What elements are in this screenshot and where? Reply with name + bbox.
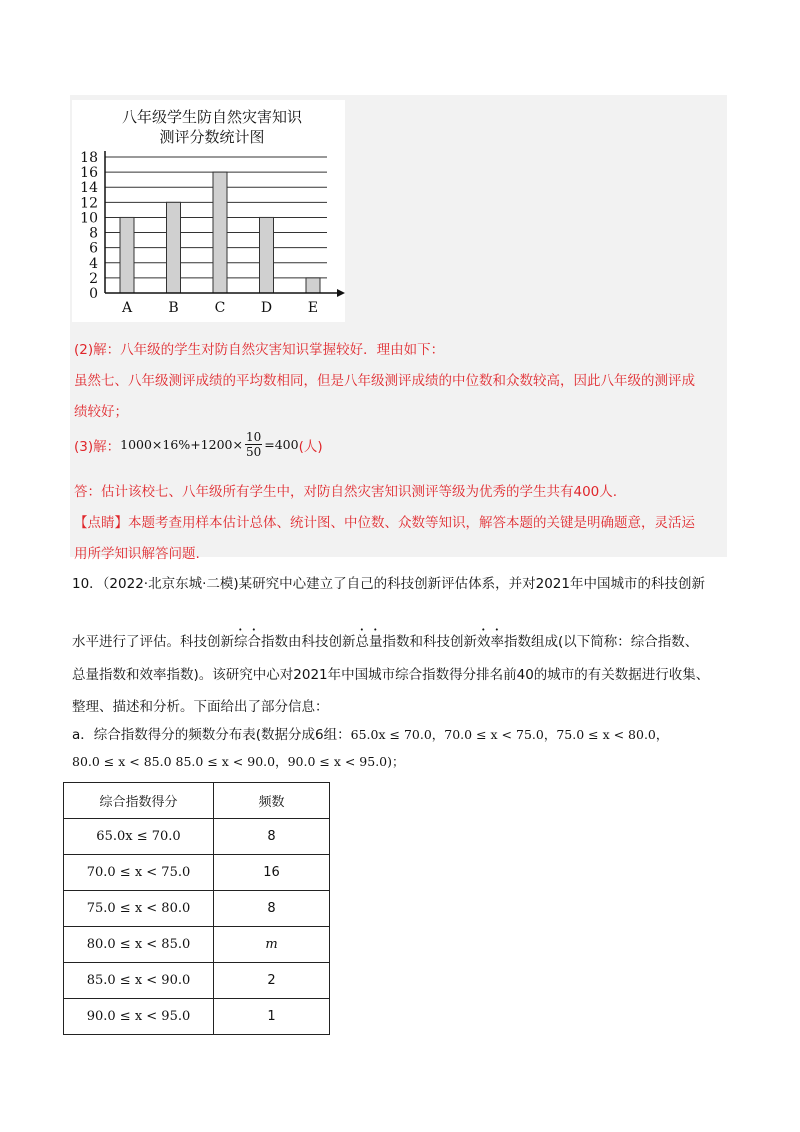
x-tick-label: A: [121, 300, 133, 316]
y-tick-label: 8: [89, 225, 98, 242]
y-tick-label: 4: [89, 255, 98, 272]
problem-line3: 总量指数和效率指数)。该研究中心对2021年中国城市综合指数得分排名前40的城市的有关数据进行收集、: [72, 667, 710, 683]
table-row: [64, 927, 330, 963]
y-tick-label: 12: [80, 195, 98, 212]
problem-line4: 整理、描述和分析。下面给出了部分信息：: [72, 699, 329, 715]
bar-chart-svg: [72, 100, 345, 322]
table-row: [64, 819, 330, 855]
problem-line2-g: 指数组成(以下简称：综合指数、: [504, 634, 699, 650]
problem-line2-f: 效率: [477, 634, 504, 650]
table-cell-frequency: 2: [214, 963, 330, 999]
solution-part2-line3: 绩较好；: [74, 404, 128, 420]
problem-line2-d: 总量: [355, 634, 383, 650]
solution-part3-expression: [120, 430, 298, 459]
table-cell-frequency: 8: [214, 819, 330, 855]
table-cell-interval: 70.0 ≤ x < 75.0: [64, 855, 214, 891]
table-cell-interval: 90.0 ≤ x < 95.0: [64, 999, 214, 1035]
x-axis-arrow: [337, 289, 345, 297]
problem-line2: [72, 626, 698, 650]
table-cell-frequency: 8: [214, 891, 330, 927]
table-row: [64, 963, 330, 999]
table-cell-frequency: 16: [214, 855, 330, 891]
problem-line2-c: 指数由科技创新: [261, 634, 356, 650]
table-cell-frequency: m: [214, 927, 330, 963]
problem-line5-label: a．综合指数得分的频数分布表(数据分成6组：: [72, 727, 351, 743]
table-row: [64, 855, 330, 891]
solution-comment-line1: 【点睛】本题考查用样本估计总体、统计图、中位数、众数等知识，解答本题的关键是明确题意，灵活运: [74, 515, 695, 531]
fraction-denominator: 50: [245, 445, 262, 459]
frequency-table: [63, 782, 330, 1035]
chart-title-line1: 八年级学生防自然灾害知识: [121, 108, 303, 126]
expression-left: 1000×16%+1200×: [120, 437, 243, 452]
table-header-frequency: 频数: [214, 783, 330, 819]
bar: [120, 217, 134, 293]
bar: [213, 172, 227, 293]
x-tick-label: E: [307, 300, 319, 316]
y-tick-label: 6: [89, 240, 98, 257]
problem-line2-a: 水平进行了评估。科技创新: [72, 634, 234, 650]
solution-answer: 答：估计该校七、八年级所有学生中，对防自然灾害知识测评等级为优秀的学生共有400人.: [74, 484, 618, 500]
solution-comment-line2: 用所学知识解答问题.: [74, 546, 200, 562]
problem-line1: 10．（2022·北京东城·二模)某研究中心建立了自己的科技创新评估体系，并对2021年中国城市的科技创新: [72, 576, 705, 592]
y-tick-label: 2: [89, 270, 98, 287]
problem-line2-e: 指数和科技创新: [382, 634, 477, 650]
table-row: [64, 891, 330, 927]
solution-part2-line2: 虽然七、八年级测评成绩的平均数相同，但是八年级测评成绩的中位数和众数较高，因此八年级的测评成: [74, 373, 695, 389]
bar: [306, 278, 320, 293]
table-cell-interval: 65.0x ≤ 70.0: [64, 819, 214, 855]
problem-line2-b: 综合: [234, 634, 261, 650]
problem-line5: [72, 723, 668, 743]
table-cell-interval: 85.0 ≤ x < 90.0: [64, 963, 214, 999]
table-header-row: [64, 783, 330, 819]
y-tick-label: 18: [80, 150, 98, 166]
problem-line6: 80.0 ≤ x < 85.0 85.0 ≤ x < 90.0，90.0 ≤ x < 95.0)；: [72, 754, 405, 769]
table-cell-interval: 75.0 ≤ x < 80.0: [64, 891, 214, 927]
chart-title-line2: 测评分数统计图: [159, 128, 265, 146]
solution-part3-unit: (人): [298, 438, 323, 455]
y-tick-label: 14: [80, 180, 98, 197]
y-tick-label: 16: [80, 165, 98, 182]
problem-line5-intervals: 65.0x ≤ 70.0，70.0 ≤ x < 75.0，75.0 ≤ x < 80.0，: [350, 727, 669, 742]
expression-right: =400: [264, 437, 299, 452]
x-tick-label: C: [214, 300, 226, 316]
solution-part3: [74, 430, 323, 459]
fraction: [245, 430, 262, 459]
table-row: [64, 999, 330, 1035]
solution-part3-label: (3)解：: [74, 438, 121, 455]
bar-chart: [72, 100, 345, 322]
bar: [167, 202, 181, 293]
table-cell-interval: 80.0 ≤ x < 85.0: [64, 927, 214, 963]
y-tick-label: 0: [89, 286, 98, 302]
y-tick-label: 10: [80, 210, 98, 227]
table-header-score: 综合指数得分: [64, 783, 214, 819]
table-cell-frequency: 1: [214, 999, 330, 1035]
x-tick-label: D: [260, 300, 273, 316]
bar: [260, 217, 274, 293]
solution-part2-line1: (2)解：八年级的学生对防自然灾害知识掌握较好．理由如下：: [74, 342, 445, 358]
x-tick-label: B: [168, 300, 179, 316]
fraction-numerator: 10: [245, 430, 262, 444]
